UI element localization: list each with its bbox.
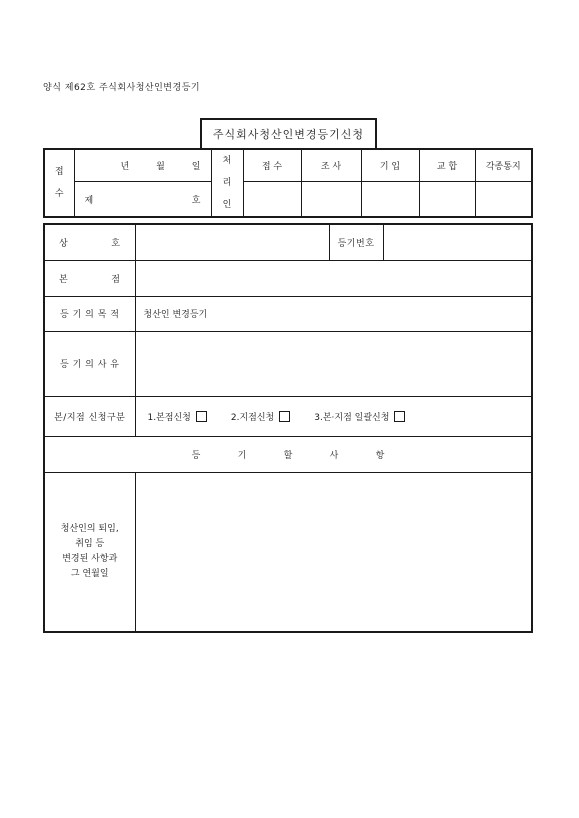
application-table <box>43 223 533 633</box>
checkbox-head-office[interactable] <box>196 411 207 422</box>
option-head-office[interactable]: 1.본점신청 <box>148 410 207 423</box>
col-header-verify: 교 합 <box>419 149 475 182</box>
receipt-number-cell[interactable] <box>74 182 211 217</box>
purpose-label: 등 기 의 목 적 <box>44 296 135 331</box>
purpose-value[interactable]: 청산인 변경등기 <box>135 296 532 331</box>
category-options <box>135 396 532 436</box>
date-day-label: 일 <box>191 162 201 173</box>
receipt-label-cell <box>44 149 74 217</box>
registration-number-label: 등기번호 <box>329 224 383 260</box>
trade-name-field[interactable] <box>135 224 329 260</box>
col-header-receipt: 접 수 <box>243 149 301 182</box>
registration-number-field[interactable] <box>383 224 532 260</box>
date-year-label: 년 <box>120 162 130 173</box>
form-title: 주식회사청산인변경등기신청 <box>200 118 377 148</box>
processor-cell <box>211 149 243 217</box>
form-number: 양식 제62호 주식회사청산인변경등기 <box>43 83 201 93</box>
checkbox-batch[interactable] <box>394 411 405 422</box>
stamp-cell-review[interactable] <box>301 182 361 217</box>
details-label: 청산인의 퇴임, 취임 등 변경된 사항과 그 연월일 <box>44 472 135 632</box>
processor-char: 인 <box>222 200 232 210</box>
col-header-review: 조 사 <box>301 149 361 182</box>
stamp-cell-notices[interactable] <box>475 182 532 217</box>
details-field[interactable] <box>135 472 532 632</box>
reason-label: 등 기 의 사 유 <box>44 331 135 396</box>
stamp-cell-entry[interactable] <box>361 182 419 217</box>
head-office-label: 본 점 <box>44 260 135 296</box>
stamp-cell-receipt[interactable] <box>243 182 301 217</box>
checkbox-branch[interactable] <box>279 411 290 422</box>
head-office-field[interactable] <box>135 260 532 296</box>
section-heading: 등 기 할 사 항 <box>44 436 532 472</box>
date-month-label: 월 <box>156 162 165 173</box>
reason-field[interactable] <box>135 331 532 396</box>
processor-char: 리 <box>222 178 232 188</box>
option-branch[interactable]: 2.지점신청 <box>231 410 290 423</box>
receipt-date-cell[interactable] <box>74 149 211 182</box>
receipt-table <box>43 148 533 218</box>
number-suffix: 호 <box>191 195 201 206</box>
col-header-entry: 기 입 <box>361 149 419 182</box>
option-batch[interactable]: 3.본·지점 일괄신청 <box>314 410 405 423</box>
trade-name-label: 상 호 <box>44 224 135 260</box>
category-label: 본/지점 신청구분 <box>44 396 135 436</box>
stamp-cell-verify[interactable] <box>419 182 475 217</box>
processor-char: 처 <box>222 156 232 166</box>
number-prefix: 제 <box>84 195 94 206</box>
receipt-label-top: 접 <box>54 167 64 177</box>
col-header-notices: 각종통지 <box>475 149 532 182</box>
receipt-label-bottom: 수 <box>54 189 64 199</box>
